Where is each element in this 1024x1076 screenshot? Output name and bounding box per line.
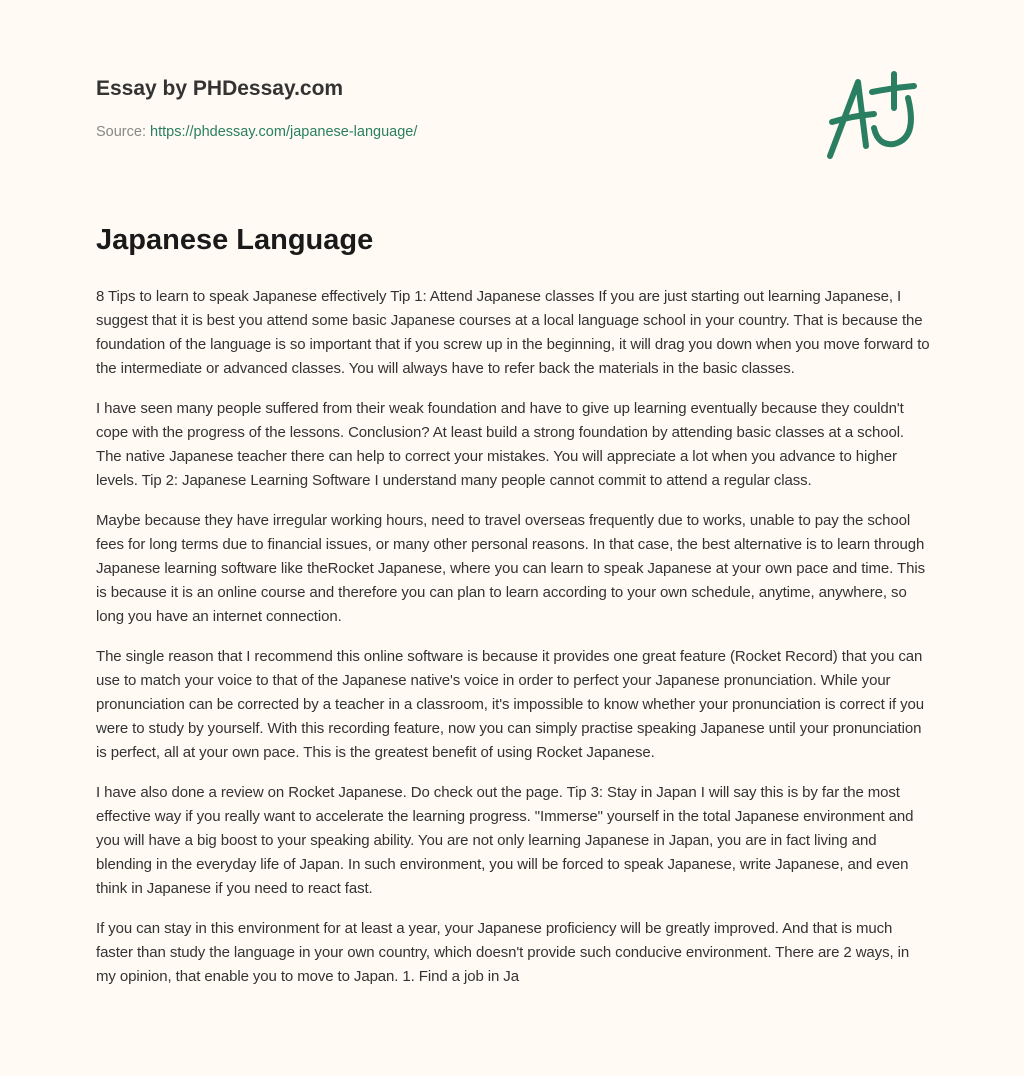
paragraph: 8 Tips to learn to speak Japanese effectively Tip 1: Attend Japanese classes If you are just starting out learning Japanese, I suggest that it is best you attend some basic Japanese courses at a local language school in your country. That is because the foundation of the language is so important that if you screw up in the beginning, it will drag you down when you move forward to the intermediate or advanced classes. You will always have to refer back the materials in the basic classes. <box>96 288 930 377</box>
paragraph: The single reason that I recommend this online software is because it provides one great feature (Rocket Record) that you can use to match your voice to that of the Japanese native's voice in order to perfect your Japanese pronunciation. While your pronunciation can be corrected by a teacher in a classroom, it's impossible to know whether your pronunciation is correct if you were to study by yourself. With this recording feature, now you can simply practise speaking Japanese until your pronunciation is perfect, all at your own pace. This is the greatest benefit of using Rocket Japanese. <box>96 648 924 761</box>
essay-body <box>96 285 930 1005</box>
essay-title: Japanese Language <box>96 224 374 256</box>
source-link[interactable]: https://phdessay.com/japanese-language/ <box>150 124 418 140</box>
paragraph: I have also done a review on Rocket Japanese. Do check out the page. Tip 3: Stay in Japan I will say this is by far the most effective way if you really want to accelerate the learning progress. "Immerse" yourself in the total Japanese environment and you will have a big boost to your speaking ability. You are not only learning Japanese in Japan, you are in fact living and blending in the everyday life of Japan. In such environment, you will be forced to speak Japanese, write Japanese, and even think in Japanese if you need to react fast. <box>96 784 914 897</box>
paragraph: I have seen many people suffered from their weak foundation and have to give up learning eventually because they couldn't cope with the progress of the lessons. Conclusion? At least build a strong foundation by attending basic classes at a school. The native Japanese teacher there can help to correct your mistakes. You will appreciate a lot when you advance to higher levels. Tip 2: Japanese Learning Software I understand many people cannot commit to attend a regular class. <box>96 400 904 489</box>
paragraph: If you can stay in this environment for at least a year, your Japanese proficiency will be greatly improved. And that is much faster than study the language in your own country, which doesn't provide such conducive environment. There are 2 ways, in my opinion, that enable you to move to Japan. 1. Find a job in Ja <box>96 920 910 985</box>
a-plus-logo-icon <box>822 68 930 164</box>
brand-title: Essay by PHDessay.com <box>96 77 344 100</box>
paragraph: Maybe because they have irregular working hours, need to travel overseas frequently due to works, unable to pay the school fees for long terms due to financial issues, or many other personal reasons. In that case, the best alternative is to learn through Japanese learning software like theRocket Japanese, where you can learn to speak Japanese at your own pace and time. This is because it is an online course and therefore you can plan to learn according to your own schedule, anytime, anywhere, so long you have an internet connection. <box>96 512 925 625</box>
source-line <box>96 124 417 140</box>
source-label: Source: <box>96 124 146 140</box>
